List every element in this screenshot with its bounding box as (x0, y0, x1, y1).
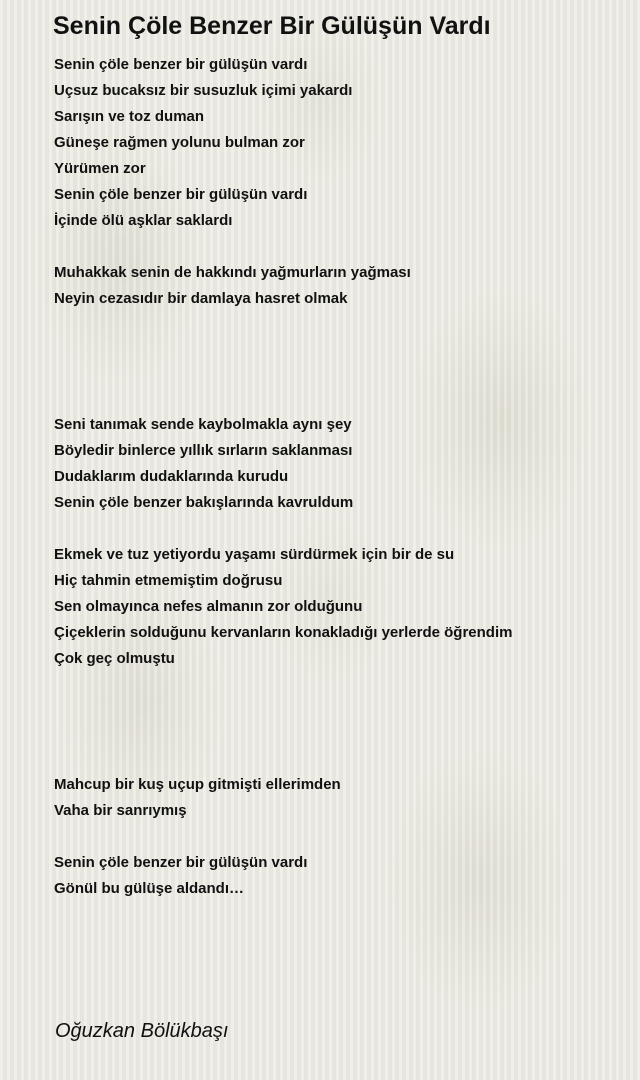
poem-line: Mahcup bir kuş uçup gitmişti ellerimden (54, 776, 341, 793)
stanza (54, 772, 624, 824)
poem-line: Ekmek ve tuz yetiyordu yaşamı sürdürmek için bir de su (54, 546, 455, 563)
stanza (54, 412, 624, 516)
poem-line: Güneşe rağmen yolunu bulman zor (54, 134, 305, 151)
poem-body (54, 52, 624, 902)
poem-line: Hiç tahmin etmemiştim doğrusu (54, 572, 283, 589)
stanza-break (54, 824, 624, 850)
stanza (54, 52, 624, 234)
poem-line: Çok geç olmuştu (54, 650, 175, 667)
section-break (54, 312, 624, 412)
poem-line: Muhakkak senin de hakkındı yağmurların yağması (54, 264, 411, 281)
poem-line: Çiçeklerin solduğunu kervanların konakladığı yerlerde öğrendim (54, 624, 513, 641)
poem-line: Gönül bu gülüşe aldandı… (54, 880, 244, 897)
stanza-break (54, 516, 624, 542)
poem-line: Seni tanımak sende kaybolmakla aynı şey (54, 416, 352, 433)
poem-line: Senin çöle benzer bir gülüşün vardı (54, 186, 308, 203)
poem-line: Senin çöle benzer bakışlarında kavruldum (54, 494, 354, 511)
poem-line: İçinde ölü aşklar saklardı (54, 212, 233, 229)
poem-line: Dudaklarım dudaklarında kurudu (54, 468, 289, 485)
poem-line: Yürümen zor (54, 160, 146, 177)
poem-line: Sen olmayınca nefes almanın zor olduğunu (54, 598, 363, 615)
poem-line: Vaha bir sanrıymış (54, 802, 187, 819)
poem-line: Sarışın ve toz duman (54, 108, 205, 125)
stanza (54, 850, 624, 902)
poem-title: Senin Çöle Benzer Bir Gülüşün Vardı (53, 12, 491, 40)
poem-line: Uçsuz bucaksız bir susuzluk içimi yakardı (54, 82, 353, 99)
stanza (54, 542, 624, 672)
stanza-break (54, 234, 624, 260)
poem-line: Senin çöle benzer bir gülüşün vardı (54, 56, 308, 73)
stanza (54, 260, 624, 312)
poem-line: Senin çöle benzer bir gülüşün vardı (54, 854, 308, 871)
section-break (54, 672, 624, 772)
poem-author: Oğuzkan Bölükbaşı (55, 1020, 229, 1042)
poem-line: Neyin cezasıdır bir damlaya hasret olmak (54, 290, 348, 307)
poem-line: Böyledir binlerce yıllık sırların saklanması (54, 442, 353, 459)
